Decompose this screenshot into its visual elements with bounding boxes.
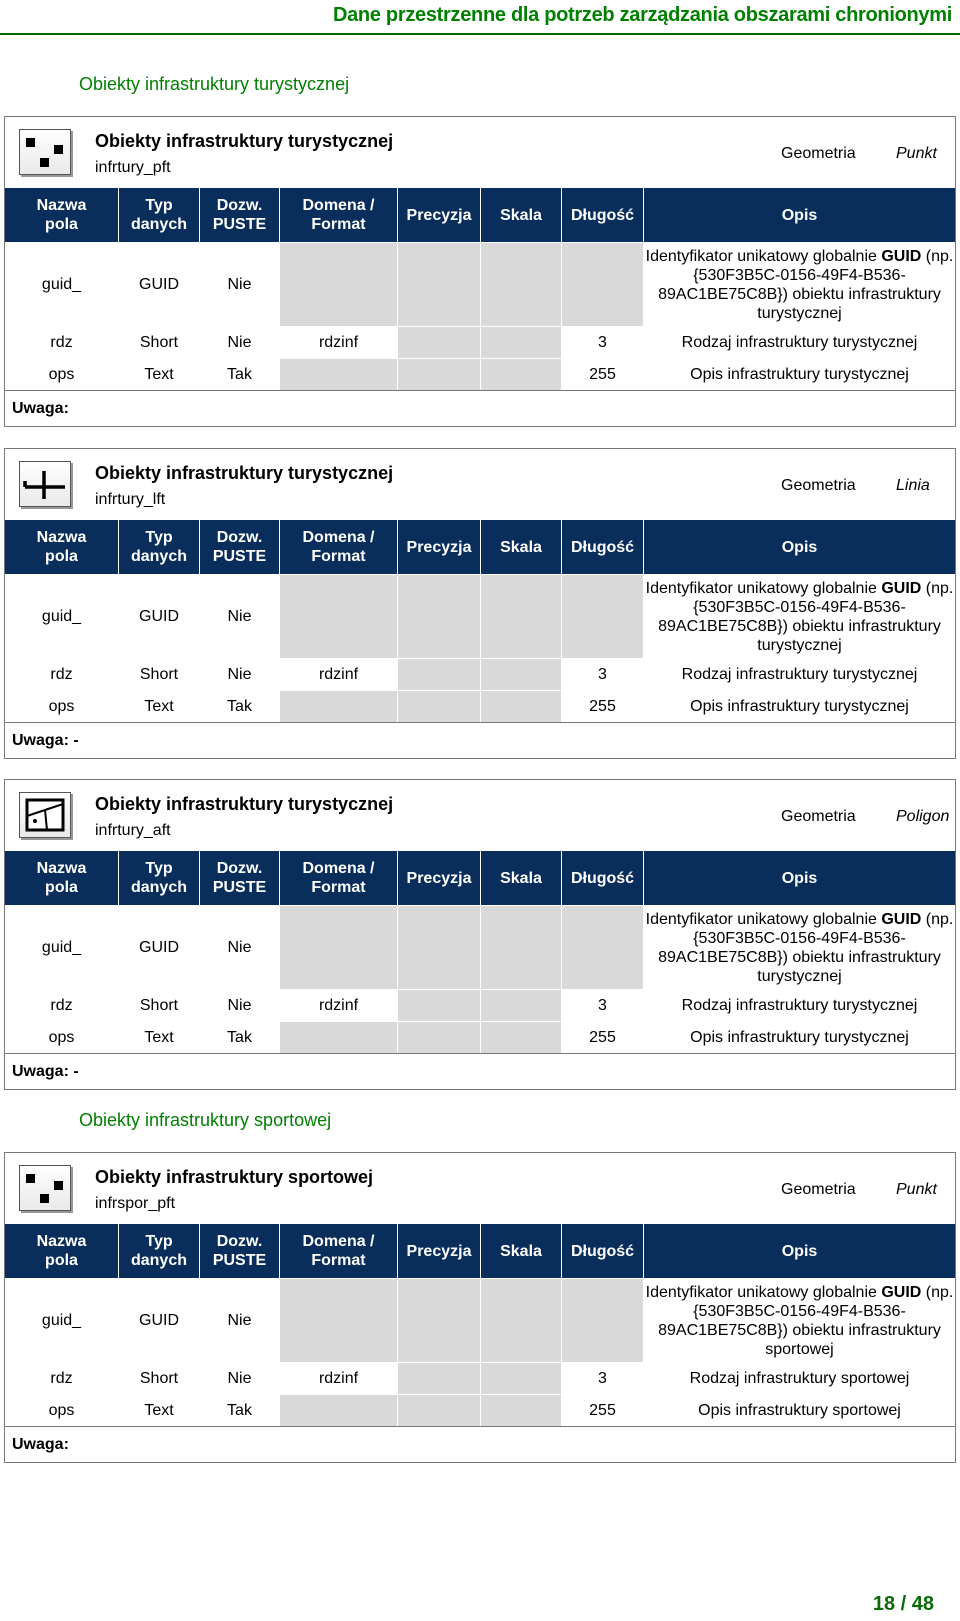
- column-header: Domena / Format: [279, 188, 397, 242]
- domain-format: [279, 690, 397, 722]
- scale: [480, 690, 561, 722]
- field-name: ops: [5, 690, 118, 722]
- column-header: Dozw. PUSTE: [199, 188, 279, 242]
- layer-title: Obiekty infrastruktury turystycznej: [95, 794, 394, 814]
- precision: [397, 905, 480, 989]
- column-header: Nazwa pola: [5, 1224, 118, 1278]
- precision: [397, 989, 480, 1021]
- table-row: [5, 1394, 955, 1426]
- length: [561, 242, 643, 326]
- column-header: Skala: [480, 188, 561, 242]
- data-type: GUID: [118, 574, 199, 658]
- length: 255: [561, 690, 643, 722]
- column-header: Dozw. PUSTE: [199, 851, 279, 905]
- scale: [480, 1394, 561, 1426]
- length: [561, 1278, 643, 1362]
- table-row: [5, 989, 955, 1021]
- column-header: Skala: [480, 851, 561, 905]
- column-header: Opis: [643, 188, 955, 242]
- precision: [397, 574, 480, 658]
- table-header-row: [5, 1224, 955, 1278]
- data-type: GUID: [118, 905, 199, 989]
- scale: [480, 358, 561, 390]
- table-row: [5, 358, 955, 390]
- layer-code: infrtury_pft: [95, 159, 171, 176]
- column-header: Opis: [643, 1224, 955, 1278]
- description-text: (np. {530F3B5C-0156-49F4-B536-89AC1BE75C8B}) obiektu infrastruktury turystycznej: [658, 247, 954, 322]
- nullable: Nie: [199, 574, 279, 658]
- scale: [480, 326, 561, 358]
- description: [643, 242, 955, 326]
- length: 3: [561, 658, 643, 690]
- domain-format: rdzinf: [279, 658, 397, 690]
- nullable: Nie: [199, 989, 279, 1021]
- data-type: Short: [118, 989, 199, 1021]
- column-header: Nazwa pola: [5, 851, 118, 905]
- layer-title: Obiekty infrastruktury turystycznej: [95, 463, 394, 483]
- description: Rodzaj infrastruktury turystycznej: [643, 989, 955, 1021]
- nullable: Nie: [199, 1362, 279, 1394]
- column-header: Precyzja: [397, 188, 480, 242]
- page-number: 18 / 48: [872, 1593, 934, 1615]
- layer-card-infrtury-aft: [4, 779, 956, 1090]
- column-header: Typ danych: [118, 851, 199, 905]
- description-text: (np. {530F3B5C-0156-49F4-B536-89AC1BE75C8B}) obiektu infrastruktury turystycznej: [658, 579, 954, 654]
- length: 255: [561, 1394, 643, 1426]
- nullable: Nie: [199, 905, 279, 989]
- field-name: ops: [5, 358, 118, 390]
- nullable: Nie: [199, 1278, 279, 1362]
- geometry-label: Geometria: [781, 1181, 856, 1198]
- field-name: rdz: [5, 658, 118, 690]
- table-row: [5, 242, 955, 326]
- column-header: Dozw. PUSTE: [199, 1224, 279, 1278]
- layer-code: infrtury_lft: [95, 491, 166, 508]
- data-type: GUID: [118, 242, 199, 326]
- column-header: Długość: [561, 1224, 643, 1278]
- nullable: Nie: [199, 326, 279, 358]
- point-geometry-icon: [19, 1165, 71, 1211]
- note-value: -: [68, 732, 79, 749]
- scale: [480, 658, 561, 690]
- length: 3: [561, 989, 643, 1021]
- length: 255: [561, 358, 643, 390]
- note-label: Uwaga:: [12, 732, 69, 749]
- layer-title: Obiekty infrastruktury sportowej: [95, 1167, 374, 1187]
- length: 255: [561, 1021, 643, 1053]
- description: Rodzaj infrastruktury sportowej: [643, 1362, 955, 1394]
- data-type: Short: [118, 1362, 199, 1394]
- column-header: Nazwa pola: [5, 520, 118, 574]
- card-header: [5, 117, 955, 188]
- precision: [397, 358, 480, 390]
- column-header: Nazwa pola: [5, 188, 118, 242]
- precision: [397, 1394, 480, 1426]
- precision: [397, 690, 480, 722]
- description: Opis infrastruktury sportowej: [643, 1394, 955, 1426]
- line-geometry-icon: [19, 461, 71, 507]
- layer-code: infrtury_aft: [95, 822, 171, 839]
- column-header: Precyzja: [397, 851, 480, 905]
- table-header-row: [5, 851, 955, 905]
- table-row: [5, 326, 955, 358]
- precision: [397, 658, 480, 690]
- domain-format: [279, 574, 397, 658]
- geometry-value: Punkt: [896, 145, 937, 162]
- description: [643, 574, 955, 658]
- description-text: Identyfikator unikatowy globalnie: [645, 1283, 882, 1301]
- card-header: [5, 1153, 955, 1224]
- attribute-table: [5, 520, 955, 722]
- nullable: Tak: [199, 1394, 279, 1426]
- note-row: [5, 1053, 955, 1089]
- precision: [397, 1021, 480, 1053]
- description-text: Identyfikator unikatowy globalnie: [645, 247, 882, 265]
- nullable: Tak: [199, 358, 279, 390]
- data-type: Text: [118, 690, 199, 722]
- domain-format: [279, 1021, 397, 1053]
- field-name: ops: [5, 1021, 118, 1053]
- nullable: Nie: [199, 242, 279, 326]
- field-name: guid_: [5, 1278, 118, 1362]
- domain-format: [279, 358, 397, 390]
- column-header: Domena / Format: [279, 851, 397, 905]
- precision: [397, 242, 480, 326]
- table-row: [5, 905, 955, 989]
- column-header: Opis: [643, 520, 955, 574]
- geometry-value: Punkt: [896, 1181, 937, 1198]
- column-header: Skala: [480, 1224, 561, 1278]
- geometry-label: Geometria: [781, 477, 856, 494]
- data-type: GUID: [118, 1278, 199, 1362]
- scale: [480, 242, 561, 326]
- column-header: Długość: [561, 188, 643, 242]
- domain-format: [279, 242, 397, 326]
- table-header-row: [5, 520, 955, 574]
- domain-format: [279, 1394, 397, 1426]
- attribute-table: [5, 851, 955, 1053]
- geometry-label: Geometria: [781, 145, 856, 162]
- layer-card-infrtury-pft: [4, 116, 956, 427]
- description: [643, 905, 955, 989]
- description: Rodzaj infrastruktury turystycznej: [643, 658, 955, 690]
- layer-card-infrtury-lft: [4, 448, 956, 759]
- running-header: [0, 0, 960, 35]
- field-name: rdz: [5, 326, 118, 358]
- card-header: [5, 449, 955, 520]
- attribute-table: [5, 188, 955, 390]
- data-type: Text: [118, 358, 199, 390]
- data-type: Short: [118, 658, 199, 690]
- column-header: Typ danych: [118, 188, 199, 242]
- data-type: Short: [118, 326, 199, 358]
- polygon-geometry-icon: [19, 792, 71, 838]
- domain-format: rdzinf: [279, 326, 397, 358]
- description-text: (np. {530F3B5C-0156-49F4-B536-89AC1BE75C8B}) obiektu infrastruktury sportowej: [658, 1283, 954, 1358]
- card-header: [5, 780, 955, 851]
- description-text: Identyfikator unikatowy globalnie: [645, 579, 882, 597]
- description: [643, 1278, 955, 1362]
- domain-format: rdzinf: [279, 1362, 397, 1394]
- description-text: Identyfikator unikatowy globalnie: [645, 910, 882, 928]
- note-row: [5, 1426, 955, 1462]
- nullable: Tak: [199, 1021, 279, 1053]
- note-label: Uwaga:: [12, 1436, 69, 1453]
- description: Rodzaj infrastruktury turystycznej: [643, 326, 955, 358]
- description-text: (np. {530F3B5C-0156-49F4-B536-89AC1BE75C8B}) obiektu infrastruktury turystycznej: [658, 910, 954, 985]
- scale: [480, 989, 561, 1021]
- column-header: Domena / Format: [279, 520, 397, 574]
- scale: [480, 574, 561, 658]
- column-header: Typ danych: [118, 1224, 199, 1278]
- description-guid: GUID: [881, 910, 922, 928]
- geometry-value: Poligon: [896, 808, 950, 825]
- document-title: Dane przestrzenne dla potrzeb zarządzania obszarami chronionymi: [332, 4, 952, 26]
- column-header: Skala: [480, 520, 561, 574]
- nullable: Tak: [199, 690, 279, 722]
- scale: [480, 1362, 561, 1394]
- column-header: Długość: [561, 851, 643, 905]
- column-header: Precyzja: [397, 1224, 480, 1278]
- scale: [480, 905, 561, 989]
- length: [561, 905, 643, 989]
- length: 3: [561, 326, 643, 358]
- layer-title: Obiekty infrastruktury turystycznej: [95, 131, 394, 151]
- table-row: [5, 1021, 955, 1053]
- length: [561, 574, 643, 658]
- nullable: Nie: [199, 658, 279, 690]
- field-name: guid_: [5, 905, 118, 989]
- column-header: Długość: [561, 520, 643, 574]
- description: Opis infrastruktury turystycznej: [643, 358, 955, 390]
- domain-format: [279, 1278, 397, 1362]
- attribute-table: [5, 1224, 955, 1426]
- section-heading-tourism: Obiekty infrastruktury turystycznej: [79, 74, 350, 94]
- column-header: Typ danych: [118, 520, 199, 574]
- note-row: [5, 390, 955, 426]
- field-name: guid_: [5, 574, 118, 658]
- layer-card-infrspor-pft: [4, 1152, 956, 1463]
- note-value: -: [68, 1063, 79, 1080]
- note-label: Uwaga:: [12, 400, 69, 417]
- table-row: [5, 690, 955, 722]
- description: Opis infrastruktury turystycznej: [643, 1021, 955, 1053]
- geometry-label: Geometria: [781, 808, 856, 825]
- description-guid: GUID: [881, 579, 922, 597]
- table-row: [5, 1278, 955, 1362]
- scale: [480, 1278, 561, 1362]
- precision: [397, 326, 480, 358]
- field-name: rdz: [5, 1362, 118, 1394]
- note-label: Uwaga:: [12, 1063, 69, 1080]
- precision: [397, 1362, 480, 1394]
- table-row: [5, 658, 955, 690]
- field-name: guid_: [5, 242, 118, 326]
- column-header: Domena / Format: [279, 1224, 397, 1278]
- column-header: Dozw. PUSTE: [199, 520, 279, 574]
- description: Opis infrastruktury turystycznej: [643, 690, 955, 722]
- point-geometry-icon: [19, 129, 71, 175]
- table-row: [5, 1362, 955, 1394]
- precision: [397, 1278, 480, 1362]
- table-row: [5, 574, 955, 658]
- column-header: Opis: [643, 851, 955, 905]
- domain-format: rdzinf: [279, 989, 397, 1021]
- geometry-value: Linia: [896, 477, 930, 494]
- section-heading-sport: Obiekty infrastruktury sportowej: [79, 1110, 332, 1130]
- field-name: rdz: [5, 989, 118, 1021]
- field-name: ops: [5, 1394, 118, 1426]
- description-guid: GUID: [881, 1283, 922, 1301]
- length: 3: [561, 1362, 643, 1394]
- data-type: Text: [118, 1394, 199, 1426]
- column-header: Precyzja: [397, 520, 480, 574]
- layer-code: infrspor_pft: [95, 1195, 176, 1212]
- scale: [480, 1021, 561, 1053]
- data-type: Text: [118, 1021, 199, 1053]
- table-header-row: [5, 188, 955, 242]
- domain-format: [279, 905, 397, 989]
- description-guid: GUID: [881, 247, 922, 265]
- note-row: [5, 722, 955, 758]
